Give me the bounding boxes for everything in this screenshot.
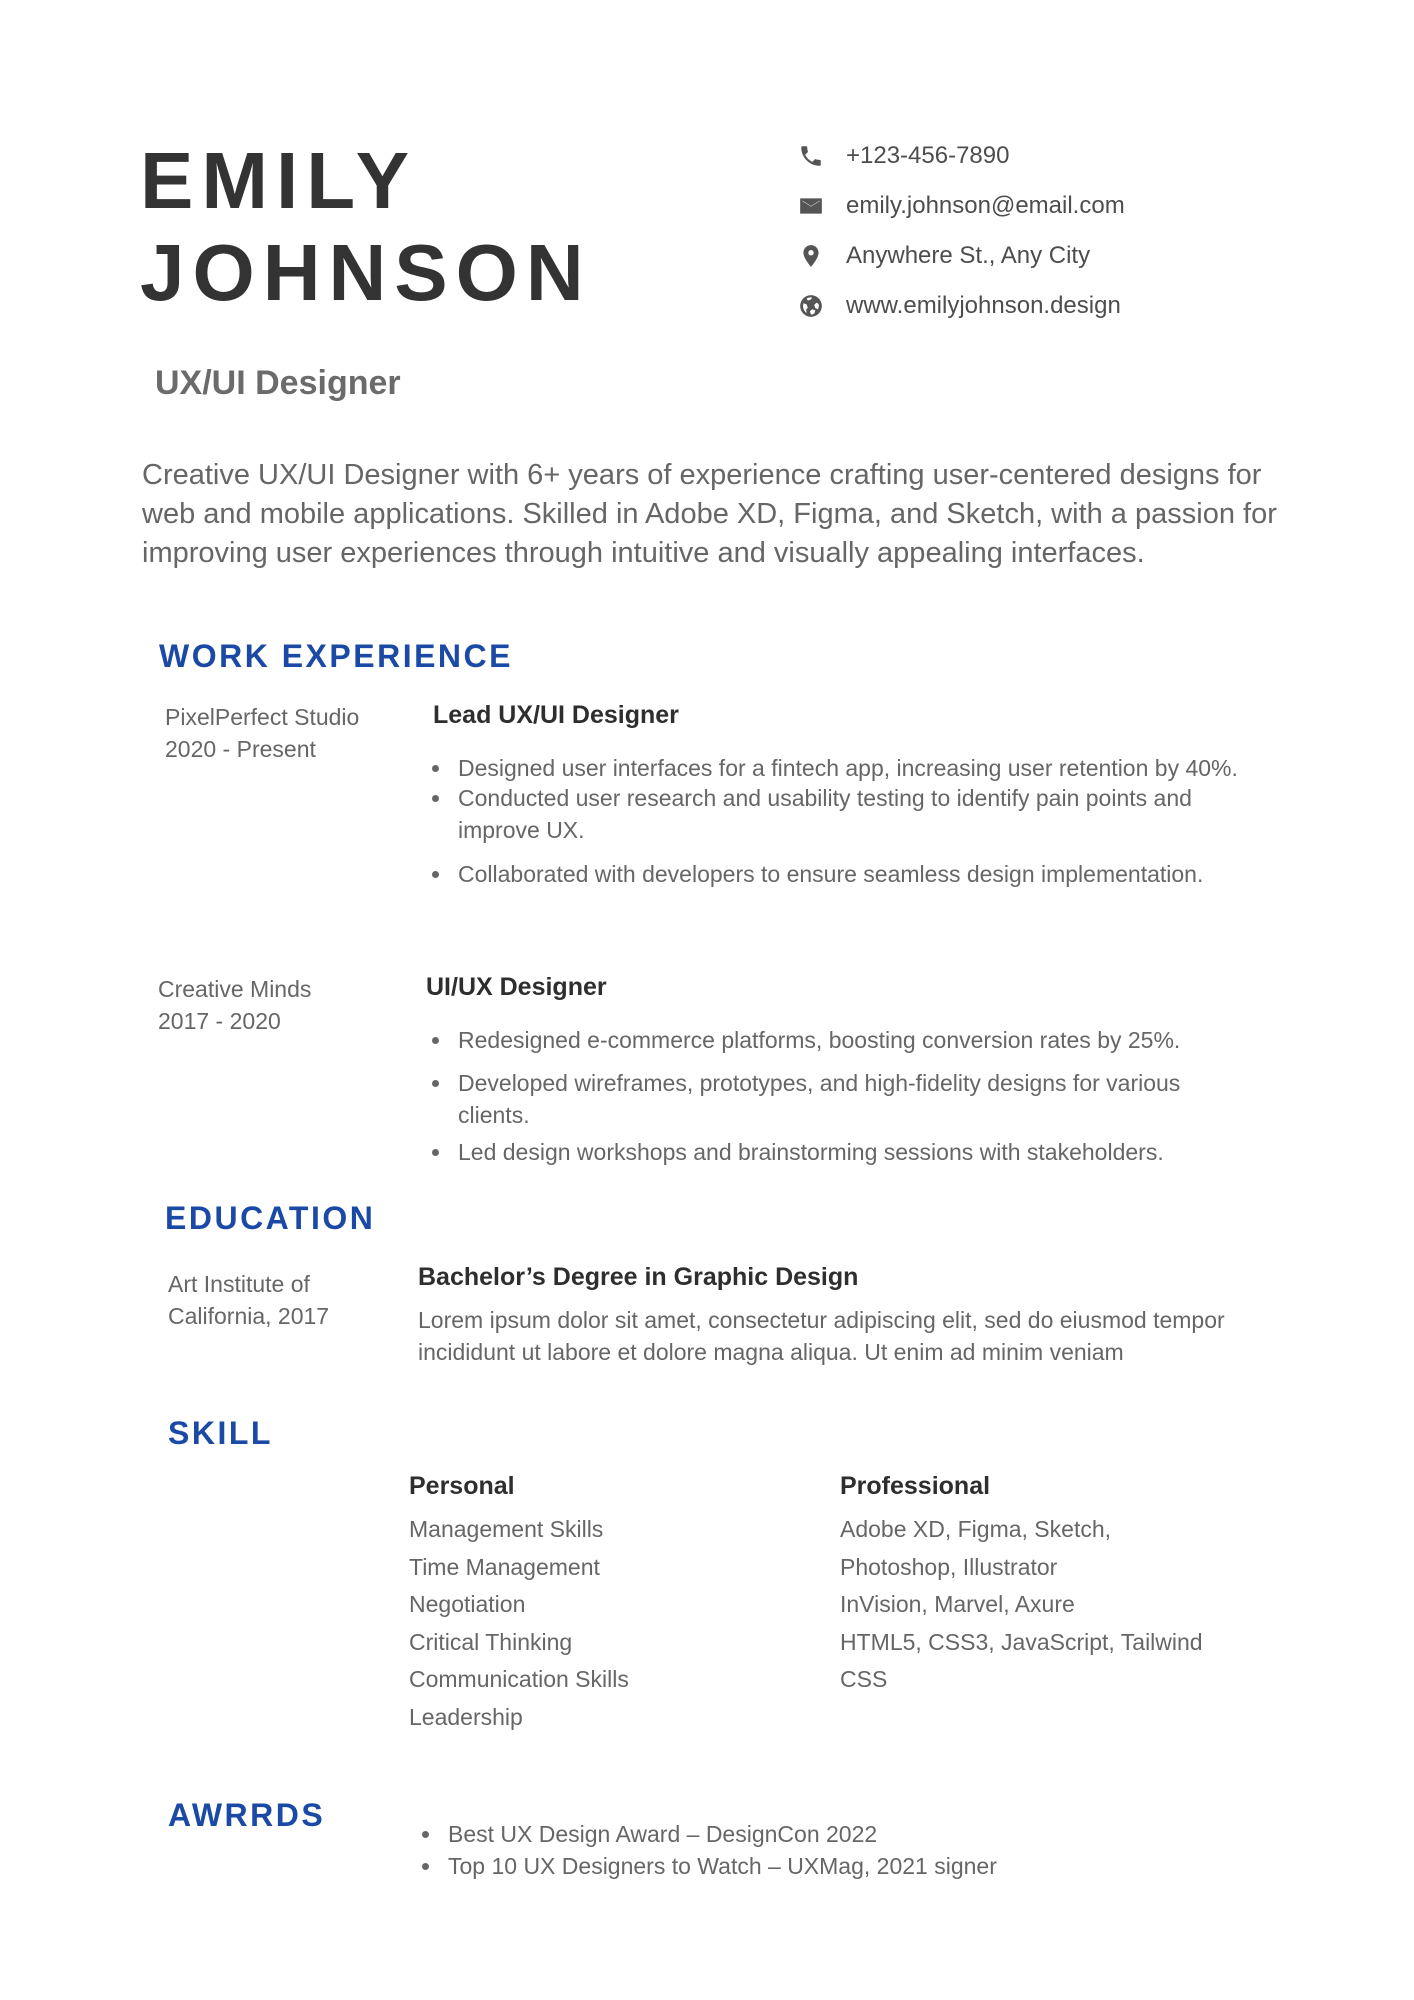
list-item: Critical Thinking [409,1628,573,1655]
email-text: emily.johnson@email.com [846,192,1125,219]
job-1-bullets [428,752,1278,890]
job-role: UX/UI Designer [155,364,401,402]
list-item: Communication Skills [409,1666,629,1692]
list-item: Top 10 UX Designers to Watch – UXMag, 2021 signer [418,1850,1318,1882]
contact-website [796,281,1356,331]
job-2-period: 2017 - 2020 [158,1008,281,1034]
education-school [168,1268,329,1332]
job-2-title: UI/UX Designer [426,973,607,1001]
education-description: Lorem ipsum dolor sit amet, consectetur adipiscing elit, sed do eiusmod tempor incididunt ut labore et dolore magna aliqua. Ut enim ad minim veniam [418,1307,1225,1365]
phone-text: +123-456-7890 [846,142,1010,169]
education-school-line2: California, 2017 [168,1303,330,1329]
skill-professional-list [840,1511,1203,1699]
skill-personal-list [409,1511,629,1736]
list-item: Conducted user research and usability testing to identify pain points and improve UX. [428,782,1278,846]
list-item: Negotiation [409,1591,526,1617]
location-icon [796,241,826,271]
work-experience-heading: WORK EXPERIENCE [159,638,513,674]
education-school-line1: Art Institute of [168,1271,310,1297]
awards-heading: AWRRDS [168,1797,326,1833]
list-item: InVision, Marvel, Axure [840,1591,1075,1617]
list-item: CSS [840,1666,888,1692]
first-name: EMILY [140,136,418,225]
last-name: JOHNSON [140,228,592,317]
job-2-company: Creative Minds [158,976,312,1002]
job-2-bullets [428,1024,1308,1168]
list-item: Time Management [409,1553,600,1580]
contact-info [796,131,1356,331]
job-1-period: 2020 - Present [165,736,316,762]
skill-professional-heading: Professional [840,1472,991,1500]
list-item: Collaborated with developers to ensure seamless design implementation. [428,858,1278,890]
skill-personal-heading: Personal [409,1472,515,1500]
email-icon [796,191,826,221]
skill-heading: SKILL [168,1415,273,1451]
location-text: Anywhere St., Any City [846,242,1091,269]
job-1-title: Lead UX/UI Designer [433,701,679,729]
education-degree: Bachelor’s Degree in Graphic Design [418,1263,859,1291]
candidate-name [140,135,592,319]
list-item: Adobe XD, Figma, Sketch, [840,1516,1112,1542]
contact-email [796,181,1356,231]
education-heading: EDUCATION [165,1200,376,1236]
list-item: Leadership [409,1703,523,1730]
list-item: Led design workshops and brainstorming sessions with stakeholders. [428,1136,1308,1168]
job-1-meta [165,701,359,765]
contact-location [796,231,1356,281]
job-1-company: PixelPerfect Studio [165,704,360,730]
list-item: Designed user interfaces for a fintech app, increasing user retention by 40%. [428,752,1278,784]
awards-list [418,1818,1318,1882]
website-text: www.emilyjohnson.design [846,292,1121,319]
list-item: Best UX Design Award – DesignCon 2022 [418,1818,1318,1850]
globe-icon [796,291,826,321]
list-item: HTML5, CSS3, JavaScript, Tailwind [840,1628,1203,1655]
list-item: Redesigned e-commerce platforms, boosting conversion rates by 25%. [428,1024,1308,1056]
list-item: Management Skills [409,1516,604,1542]
contact-phone [796,131,1356,181]
phone-icon [796,141,826,171]
list-item: Developed wireframes, prototypes, and high-fidelity designs for various clients. [428,1067,1238,1131]
profile-summary: Creative UX/UI Designer with 6+ years of experience crafting user-centered designs for web and mobile applications. Skilled in Adobe XD, Figma, and Sketch, with a passion for improving user experiences through intuitive and visually appealing interfaces. [142,459,1277,569]
list-item: Photoshop, Illustrator [840,1553,1058,1580]
job-2-meta [158,973,311,1037]
